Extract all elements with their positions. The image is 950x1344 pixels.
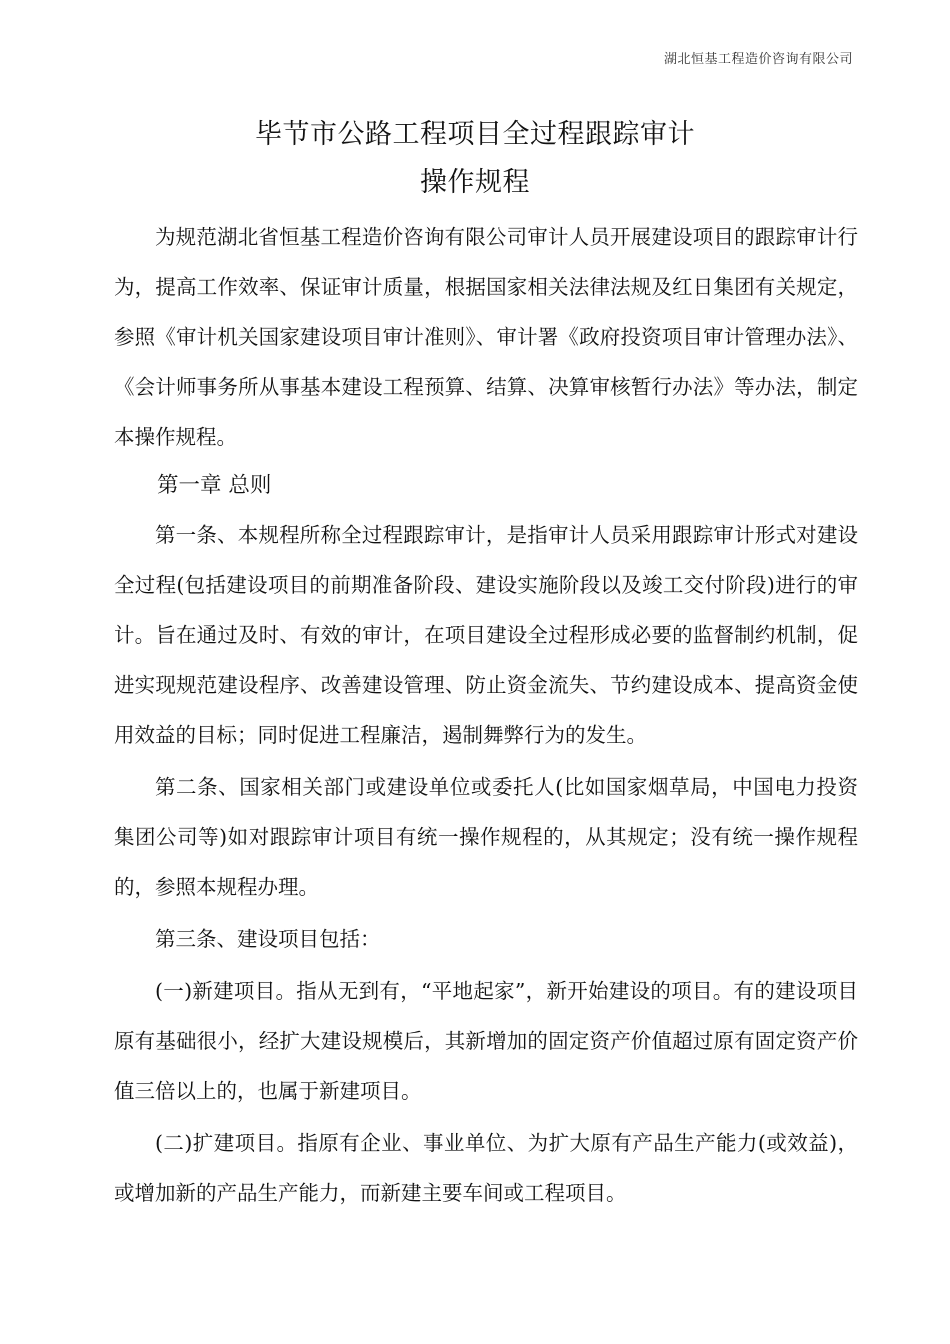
document-title-line1: 毕节市公路工程项目全过程跟踪审计: [255, 119, 695, 150]
header-company-name: 湖北恒基工程造价咨询有限公司: [663, 52, 853, 67]
document-body: [114, 212, 858, 1218]
article-paragraph-1: 第一条、本规程所称全过程跟踪审计，是指审计人员采用跟踪审计形式对建设全过程(包括建设项目的前期准备阶段、建设实施阶段以及竣工交付阶段)进行的审计。旨在通过及时、有效的审计，在项目建设全过程形成必要的监督制约机制，促进实现规范建设程序、改善建设管理、防止资金流失、节约建设成本、提高资金使用效益的目标；同时促进工程廉洁，遏制舞弊行为的发生。: [114, 523, 858, 747]
article-paragraph-3: 第三条、建设项目包括：: [155, 927, 381, 951]
article-item-new-construction: (一)新建项目。指从无到有，“平地起家”，新开始建设的项目。有的建设项目原有基础很小，经扩大建设规模后，其新增加的固定资产价值超过原有固定资产价值三倍以上的，也属于新建项目。: [114, 979, 858, 1103]
header-rule: [113, 72, 853, 73]
article-item-expansion: (二)扩建项目。指原有企业、事业单位、为扩大原有产品生产能力(或效益)，或增加新的产品生产能力，而新建主要车间或工程项目。: [114, 1131, 858, 1205]
document-title-line2: 操作规程: [420, 167, 530, 198]
chapter-heading: 第一章 总则: [157, 473, 272, 498]
article-paragraph-2: 第二条、国家相关部门或建设单位或委托人(比如国家烟草局，中国电力投资集团公司等)如对跟踪审计项目有统一操作规程的，从其规定；没有统一操作规程的，参照本规程办理。: [114, 775, 858, 899]
intro-paragraph: 为规范湖北省恒基工程造价咨询有限公司审计人员开展建设项目的跟踪审计行为，提高工作效率、保证审计质量，根据国家相关法律法规及红日集团有关规定，参照《审计机关国家建设项目审计准则》、审计署《政府投资项目审计管理办法》、《会计师事务所从事基本建设工程预算、结算、决算审核暂行办法》等办法，制定本操作规程。: [114, 225, 858, 449]
